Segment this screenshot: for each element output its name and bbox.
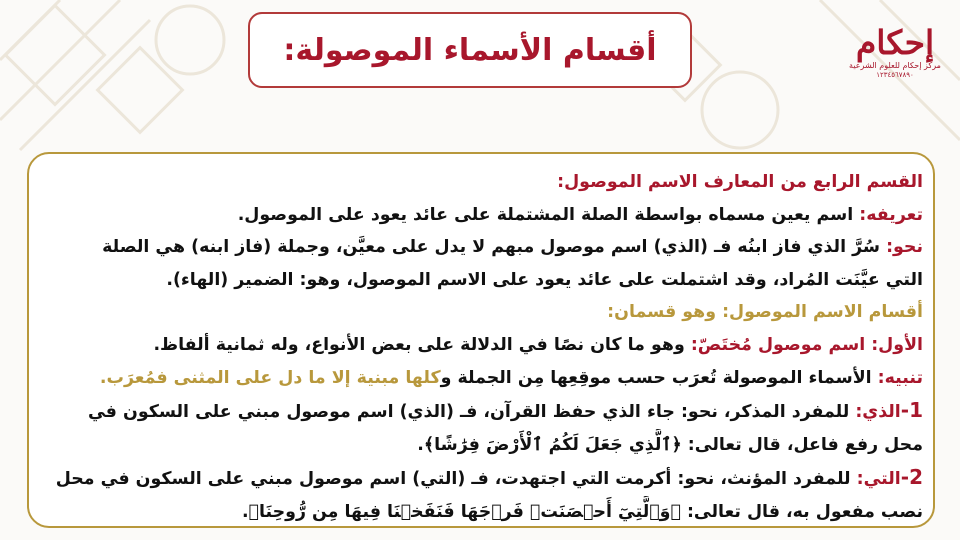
- item-alladhi-continuation: محل رفع فاعل، قال تعالى: ﴿ٱلَّذِي جَعَلَ لَكُمُ ٱلْأَرْضَ فِرَٰشًا﴾.: [417, 434, 923, 455]
- example-line: [43, 231, 923, 264]
- item-allati-label: التي:: [856, 469, 901, 490]
- example-label: نحو:: [886, 237, 923, 258]
- example-text: سُرَّ الذي فاز ابنُه فـ (الذي) اسم موصول مبهم لا يدل على معيَّن، وجملة (فاز ابنه) هي الصلة: [102, 237, 887, 258]
- types-heading: أقسام الاسم الموصول: وهو قسمان:: [607, 302, 923, 323]
- logo-phone: ١٢٣٤٥٦٧٨٩٠: [876, 71, 914, 79]
- logo: [840, 23, 950, 96]
- definition-label: تعريفه:: [859, 204, 923, 225]
- section-heading: القسم الرابع من المعارف الاسم الموصول:: [557, 172, 923, 192]
- title-box: [248, 12, 692, 88]
- item-number-1: 1-: [900, 398, 923, 423]
- first-type-line: [43, 329, 923, 362]
- definition-text: اسم يعين مسماه بواسطة الصلة المشتملة على عائد يعود على الموصول.: [237, 204, 860, 225]
- item-alladhi-label: الذي:: [855, 402, 901, 423]
- note-text: الأسماء الموصولة تُعرَب حسب موقِعِها مِن الجملة و: [440, 367, 878, 388]
- logo-subtitle: مركز إحكام للعلوم الشرعية: [849, 61, 941, 70]
- definition-line: [43, 199, 923, 232]
- item-alladhi-line: [43, 394, 923, 429]
- item-allati-continuation: نصب مفعول به، قال تعالى: ﴿وَٱلَّتِيٓ أَحۡصَنَتۡ فَرۡجَهَا فَنَفَخۡنَا فِيهَا مِن رُّوحِنَا﴾.: [241, 501, 923, 522]
- note-label: تنبيه:: [877, 367, 923, 388]
- logo-name: إحكام: [855, 23, 935, 62]
- note-highlight: كلها مبنية إلا ما دل على المثنى فمُعرَب.: [99, 367, 441, 388]
- item-alladhi-text: للمفرد المذكر، نحو: جاء الذي حفظ القرآن، فـ (الذي) اسم موصول مبني على السكون في: [87, 402, 856, 423]
- item-allati-text: للمفرد المؤنث، نحو: أكرمت التي اجتهدت، فـ (التي) اسم موصول مبني على السكون في محل: [55, 469, 857, 490]
- item-allati-line: [43, 461, 923, 496]
- page-title: أقسام الأسماء الموصولة:: [283, 32, 657, 68]
- first-type-label: الأول: اسم موصول مُختَصّ:: [690, 334, 923, 355]
- note-line: [43, 362, 923, 395]
- example-continuation: التي عيَّنَت المُراد، وقد اشتملت على عائد يعود على الاسم الموصول، وهو: الضمير (الهاء).: [166, 269, 923, 290]
- item-number-2: 2-: [900, 465, 923, 490]
- content-box: [27, 152, 935, 528]
- first-type-text: وهو ما كان نصًا في الدلالة على بعض الأنواع، وله ثمانية ألفاظ.: [153, 334, 691, 355]
